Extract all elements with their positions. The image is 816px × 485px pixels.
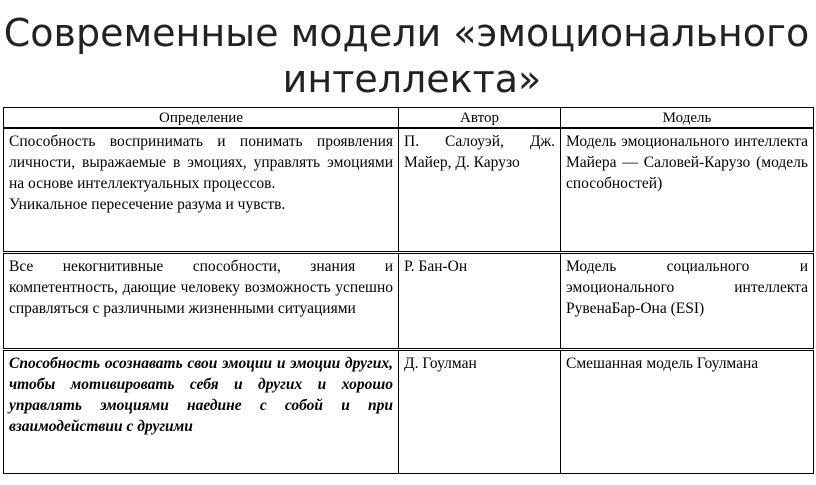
slide-title-line-2: интеллекта» — [282, 57, 542, 101]
definition-text-extra: Уникальное пересечение разума и чувств. — [9, 196, 286, 213]
author-cell: Д. Гоулман — [399, 350, 561, 474]
header-model: Модель — [561, 108, 814, 129]
slide-title — [0, 10, 816, 102]
slide-title-line-1: Современные модели «эмоционального — [3, 11, 810, 55]
header-definition: Определение — [4, 108, 399, 129]
definition-text: Способность осознавать свои эмоции и эмоции других, чтобы мотивировать себя и других и хорошо управлять эмоциями наедине с собой и при взаимодействии с другими — [9, 355, 393, 435]
model-cell: Смешанная модель Гоулмана — [561, 350, 814, 474]
table-header-row — [4, 108, 814, 129]
definition-cell — [4, 350, 399, 474]
author-cell: Р. Бан-Он — [399, 253, 561, 350]
model-cell: Модель социального и эмоционального интеллекта РувенаБар-Она (ESI) — [561, 253, 814, 350]
definition-cell — [4, 128, 399, 253]
definition-text: Способность воспринимать и понимать проявления личности, выражаемые в эмоциях, управлять эмоциями на основе интеллектуальных процессов. — [9, 133, 393, 192]
models-table — [3, 107, 814, 474]
definition-cell — [4, 253, 399, 350]
table-row — [4, 350, 814, 474]
header-author: Автор — [399, 108, 561, 129]
model-cell: Модель эмоционального интеллекта Майера — Саловей-Карузо (модель способностей) — [561, 128, 814, 253]
table-row — [4, 128, 814, 253]
table-row — [4, 253, 814, 350]
definition-text: Все некогнитивные способности, знания и компетентность, дающие человеку возможность успешно справляться с различными жизненными ситуациями — [9, 258, 393, 317]
author-cell: П. Салоуэй, Дж. Майер, Д. Карузо — [399, 128, 561, 253]
